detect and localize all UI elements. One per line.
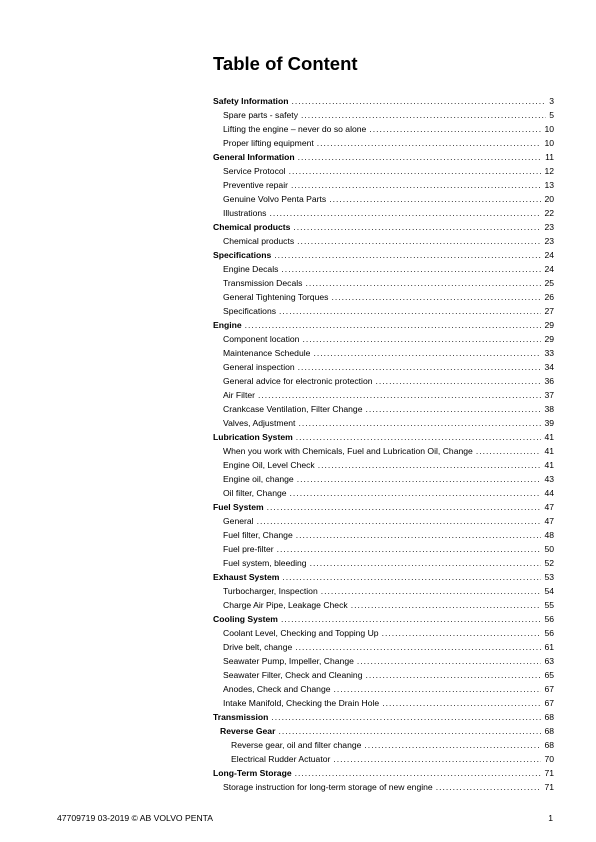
toc-entry-page-number: 41: [544, 446, 554, 456]
toc-entry-label: Safety Information: [213, 96, 289, 106]
toc-subsection-entry[interactable]: [213, 346, 554, 360]
toc-entry-label: Fuel system, bleeding: [223, 558, 307, 568]
toc-entry-page-number: 34: [544, 362, 554, 372]
dot-leader: [298, 360, 542, 374]
toc-entry-label: Chemical products: [213, 222, 291, 232]
toc-entry-label: Fuel System: [213, 502, 264, 512]
toc-entry-page-number: 56: [544, 614, 554, 624]
dot-leader: [318, 458, 542, 472]
toc-entry-page-number: 29: [544, 334, 554, 344]
toc-entry-label: Spare parts - safety: [223, 110, 298, 120]
toc-entry-page-number: 22: [544, 208, 554, 218]
footer-page-number: 1: [548, 813, 553, 823]
dot-leader: [277, 542, 542, 556]
dot-leader: [366, 668, 542, 682]
toc-entry-label: Engine Oil, Level Check: [223, 460, 315, 470]
toc-entry-page-number: 33: [544, 348, 554, 358]
toc-subsection-entry[interactable]: [213, 472, 554, 486]
toc-entry-label: Storage instruction for long-term storage of new engine: [223, 782, 433, 792]
toc-entry-page-number: 25: [544, 278, 554, 288]
dot-leader: [289, 164, 542, 178]
toc-subsection-entry[interactable]: [213, 682, 554, 696]
toc-entry-label: Seawater Pump, Impeller, Change: [223, 656, 354, 666]
toc-section-entry[interactable]: [213, 318, 554, 332]
toc-subsection-entry[interactable]: [213, 444, 554, 458]
dot-leader: [376, 374, 542, 388]
toc-subsection-entry[interactable]: [213, 738, 554, 752]
dot-leader: [476, 444, 542, 458]
toc-entry-page-number: 44: [544, 488, 554, 498]
toc-entry-label: Specifications: [223, 306, 277, 316]
toc-subsection-entry[interactable]: [213, 108, 554, 122]
dot-leader: [295, 766, 542, 780]
dot-leader: [245, 318, 542, 332]
dot-leader: [297, 472, 542, 486]
toc-entry-page-number: 71: [544, 768, 554, 778]
toc-entry-label: When you work with Chemicals, Fuel and Lubrication Oil, Change: [223, 446, 473, 456]
toc-subsection-entry[interactable]: [213, 556, 554, 570]
toc-entry-label: Intake Manifold, Checking the Drain Hole: [223, 698, 380, 708]
toc-subsection-entry[interactable]: [213, 136, 554, 150]
toc-entry-label: Long-Term Storage: [213, 768, 292, 778]
dot-leader: [297, 234, 541, 248]
toc-subsection-entry[interactable]: [213, 276, 554, 290]
toc-entry-label: Reverse Gear: [220, 726, 276, 736]
footer-doc-id: 47709719 03-2019 © AB VOLVO PENTA: [57, 813, 214, 823]
toc-section-entry[interactable]: [213, 766, 554, 780]
toc-entry-label: Anodes, Check and Change: [223, 684, 331, 694]
toc-entry-page-number: 23: [544, 222, 554, 232]
dot-leader: [295, 640, 541, 654]
toc-entry-label: Charge Air Pipe, Leakage Check: [223, 600, 348, 610]
toc-entry-page-number: 41: [544, 432, 554, 442]
dot-leader: [317, 136, 542, 150]
toc-subsection-entry[interactable]: [213, 122, 554, 136]
toc-entry-label: Service Protocol: [223, 166, 286, 176]
toc-subsection-entry[interactable]: [213, 192, 554, 206]
dot-leader: [334, 682, 542, 696]
toc-subsection-entry[interactable]: [213, 290, 554, 304]
toc-subsection-entry[interactable]: [213, 724, 554, 738]
dot-leader: [331, 290, 541, 304]
toc-subsection-entry[interactable]: [213, 542, 554, 556]
toc-section-entry[interactable]: [213, 500, 554, 514]
toc-entry-label: Lifting the engine – never do so alone: [223, 124, 367, 134]
toc-section-entry[interactable]: [213, 612, 554, 626]
toc-entry-page-number: 13: [544, 180, 554, 190]
toc-entry-page-number: 3: [549, 96, 554, 106]
toc-entry-page-number: 39: [544, 418, 554, 428]
toc-entry-page-number: 10: [544, 124, 554, 134]
toc-entry-page-number: 53: [544, 572, 554, 582]
dot-leader: [298, 150, 542, 164]
toc-entry-page-number: 48: [544, 530, 554, 540]
toc-entry-label: Reverse gear, oil and filter change: [231, 740, 362, 750]
dot-leader: [267, 500, 542, 514]
toc-entry-label: Engine: [213, 320, 242, 330]
toc-entry-page-number: 29: [544, 320, 554, 330]
dot-leader: [321, 584, 542, 598]
dot-leader: [369, 122, 541, 136]
toc-entry-page-number: 10: [544, 138, 554, 148]
toc-subsection-entry[interactable]: [213, 514, 554, 528]
dot-leader: [329, 192, 541, 206]
dot-leader: [258, 388, 541, 402]
dot-leader: [382, 696, 541, 710]
toc-entry-page-number: 20: [544, 194, 554, 204]
toc-entry-label: Engine Decals: [223, 264, 279, 274]
toc-entry-label: Exhaust System: [213, 572, 280, 582]
toc-subsection-entry[interactable]: [213, 486, 554, 500]
toc-entry-page-number: 38: [544, 404, 554, 414]
dot-leader: [271, 710, 541, 724]
toc-entry-label: General: [223, 516, 254, 526]
toc-entry-label: Turbocharger, Inspection: [223, 586, 318, 596]
toc-subsection-entry[interactable]: [213, 668, 554, 682]
toc-entry-page-number: 65: [544, 670, 554, 680]
toc-entry-page-number: 36: [544, 376, 554, 386]
toc-subsection-entry[interactable]: [213, 584, 554, 598]
toc-entry-page-number: 23: [544, 236, 554, 246]
dot-leader: [293, 220, 541, 234]
toc-entry-label: General inspection: [223, 362, 295, 372]
dot-leader: [436, 780, 542, 794]
toc-entry-label: General Information: [213, 152, 295, 162]
toc-entry-label: Seawater Filter, Check and Cleaning: [223, 670, 363, 680]
dot-leader: [269, 206, 541, 220]
toc-entry-label: General advice for electronic protection: [223, 376, 373, 386]
dot-leader: [291, 178, 541, 192]
dot-leader: [257, 514, 542, 528]
dot-leader: [357, 654, 542, 668]
toc-entry-label: Electrical Rudder Actuator: [231, 754, 331, 764]
toc-section-entry[interactable]: [213, 710, 554, 724]
toc-entry-page-number: 55: [544, 600, 554, 610]
toc-entry-label: Transmission Decals: [223, 278, 303, 288]
toc-entry-label: Drive belt, change: [223, 642, 293, 652]
toc-subsection-entry[interactable]: [213, 458, 554, 472]
toc-entry-label: General Tightening Torques: [223, 292, 329, 302]
toc-entry-page-number: 43: [544, 474, 554, 484]
toc-entry-label: Maintenance Schedule: [223, 348, 311, 358]
toc-entry-page-number: 67: [544, 684, 554, 694]
toc-section-entry[interactable]: [213, 220, 554, 234]
dot-leader: [279, 304, 541, 318]
toc-entry-page-number: 24: [544, 264, 554, 274]
toc-entry-page-number: 41: [544, 460, 554, 470]
toc-subsection-entry[interactable]: [213, 626, 554, 640]
toc-entry-label: Crankcase Ventilation, Filter Change: [223, 404, 363, 414]
toc-entry-page-number: 68: [544, 712, 554, 722]
toc-entry-page-number: 71: [544, 782, 554, 792]
toc-entry-page-number: 11: [545, 152, 554, 162]
toc-subsection-entry[interactable]: [213, 332, 554, 346]
dot-leader: [278, 724, 541, 738]
toc-entry-page-number: 56: [544, 628, 554, 638]
toc-subsection-entry[interactable]: [213, 528, 554, 542]
toc-subsection-entry[interactable]: [213, 402, 554, 416]
table-of-contents: [213, 94, 554, 794]
toc-subsection-entry[interactable]: [213, 416, 554, 430]
dot-leader: [298, 416, 541, 430]
dot-leader: [366, 402, 542, 416]
toc-entry-page-number: 37: [544, 390, 554, 400]
toc-entry-label: Genuine Volvo Penta Parts: [223, 194, 327, 204]
toc-entry-page-number: 27: [544, 306, 554, 316]
dot-leader: [296, 528, 542, 542]
toc-entry-page-number: 52: [544, 558, 554, 568]
toc-subsection-entry[interactable]: [213, 164, 554, 178]
toc-entry-label: Fuel pre-filter: [223, 544, 274, 554]
toc-subsection-entry[interactable]: [213, 206, 554, 220]
toc-entry-label: Proper lifting equipment: [223, 138, 314, 148]
toc-entry-label: Oil filter, Change: [223, 488, 287, 498]
toc-subsection-entry[interactable]: [213, 752, 554, 766]
toc-entry-page-number: 68: [544, 740, 554, 750]
dot-leader: [310, 556, 542, 570]
dot-leader: [364, 738, 541, 752]
dot-leader: [291, 94, 546, 108]
toc-entry-page-number: 61: [544, 642, 554, 652]
toc-entry-label: Lubrication System: [213, 432, 293, 442]
dot-leader: [382, 626, 542, 640]
toc-entry-label: Air Filter: [223, 390, 255, 400]
toc-entry-page-number: 70: [544, 754, 554, 764]
dot-leader: [290, 486, 542, 500]
toc-subsection-entry[interactable]: [213, 640, 554, 654]
toc-entry-page-number: 24: [544, 250, 554, 260]
toc-entry-label: Transmission: [213, 712, 269, 722]
dot-leader: [281, 612, 541, 626]
toc-section-entry[interactable]: [213, 570, 554, 584]
toc-entry-label: Cooling System: [213, 614, 278, 624]
toc-entry-page-number: 68: [544, 726, 554, 736]
toc-entry-page-number: 5: [549, 110, 554, 120]
toc-subsection-entry[interactable]: [213, 780, 554, 794]
dot-leader: [351, 598, 542, 612]
dot-leader: [313, 346, 541, 360]
toc-subsection-entry[interactable]: [213, 262, 554, 276]
toc-section-entry[interactable]: [213, 430, 554, 444]
toc-entry-page-number: 63: [544, 656, 554, 666]
dot-leader: [282, 570, 541, 584]
toc-subsection-entry[interactable]: [213, 360, 554, 374]
toc-subsection-entry[interactable]: [213, 388, 554, 402]
toc-entry-page-number: 67: [544, 698, 554, 708]
toc-entry-page-number: 50: [544, 544, 554, 554]
toc-entry-label: Preventive repair: [223, 180, 288, 190]
toc-section-entry[interactable]: [213, 248, 554, 262]
toc-entry-label: Specifications: [213, 250, 272, 260]
toc-entry-page-number: 47: [544, 502, 554, 512]
toc-entry-label: Valves, Adjustment: [223, 418, 296, 428]
dot-leader: [296, 430, 542, 444]
dot-leader: [274, 248, 541, 262]
toc-section-entry[interactable]: [213, 94, 554, 108]
toc-subsection-entry[interactable]: [213, 304, 554, 318]
toc-subsection-entry[interactable]: [213, 654, 554, 668]
dot-leader: [302, 332, 541, 346]
toc-entry-label: Engine oil, change: [223, 474, 294, 484]
toc-entry-page-number: 12: [544, 166, 554, 176]
toc-entry-label: Chemical products: [223, 236, 295, 246]
dot-leader: [305, 276, 541, 290]
toc-subsection-entry[interactable]: [213, 598, 554, 612]
toc-entry-label: Fuel filter, Change: [223, 530, 293, 540]
toc-entry-page-number: 54: [544, 586, 554, 596]
dot-leader: [281, 262, 541, 276]
toc-entry-label: Illustrations: [223, 208, 267, 218]
toc-entry-label: Coolant Level, Checking and Topping Up: [223, 628, 379, 638]
toc-entry-page-number: 26: [544, 292, 554, 302]
toc-section-entry[interactable]: [213, 150, 554, 164]
dot-leader: [333, 752, 541, 766]
dot-leader: [301, 108, 546, 122]
toc-entry-label: Component location: [223, 334, 300, 344]
page-title: Table of Content: [213, 53, 358, 74]
toc-subsection-entry[interactable]: [213, 234, 554, 248]
toc-subsection-entry[interactable]: [213, 696, 554, 710]
toc-subsection-entry[interactable]: [213, 374, 554, 388]
toc-entry-page-number: 47: [544, 516, 554, 526]
toc-subsection-entry[interactable]: [213, 178, 554, 192]
